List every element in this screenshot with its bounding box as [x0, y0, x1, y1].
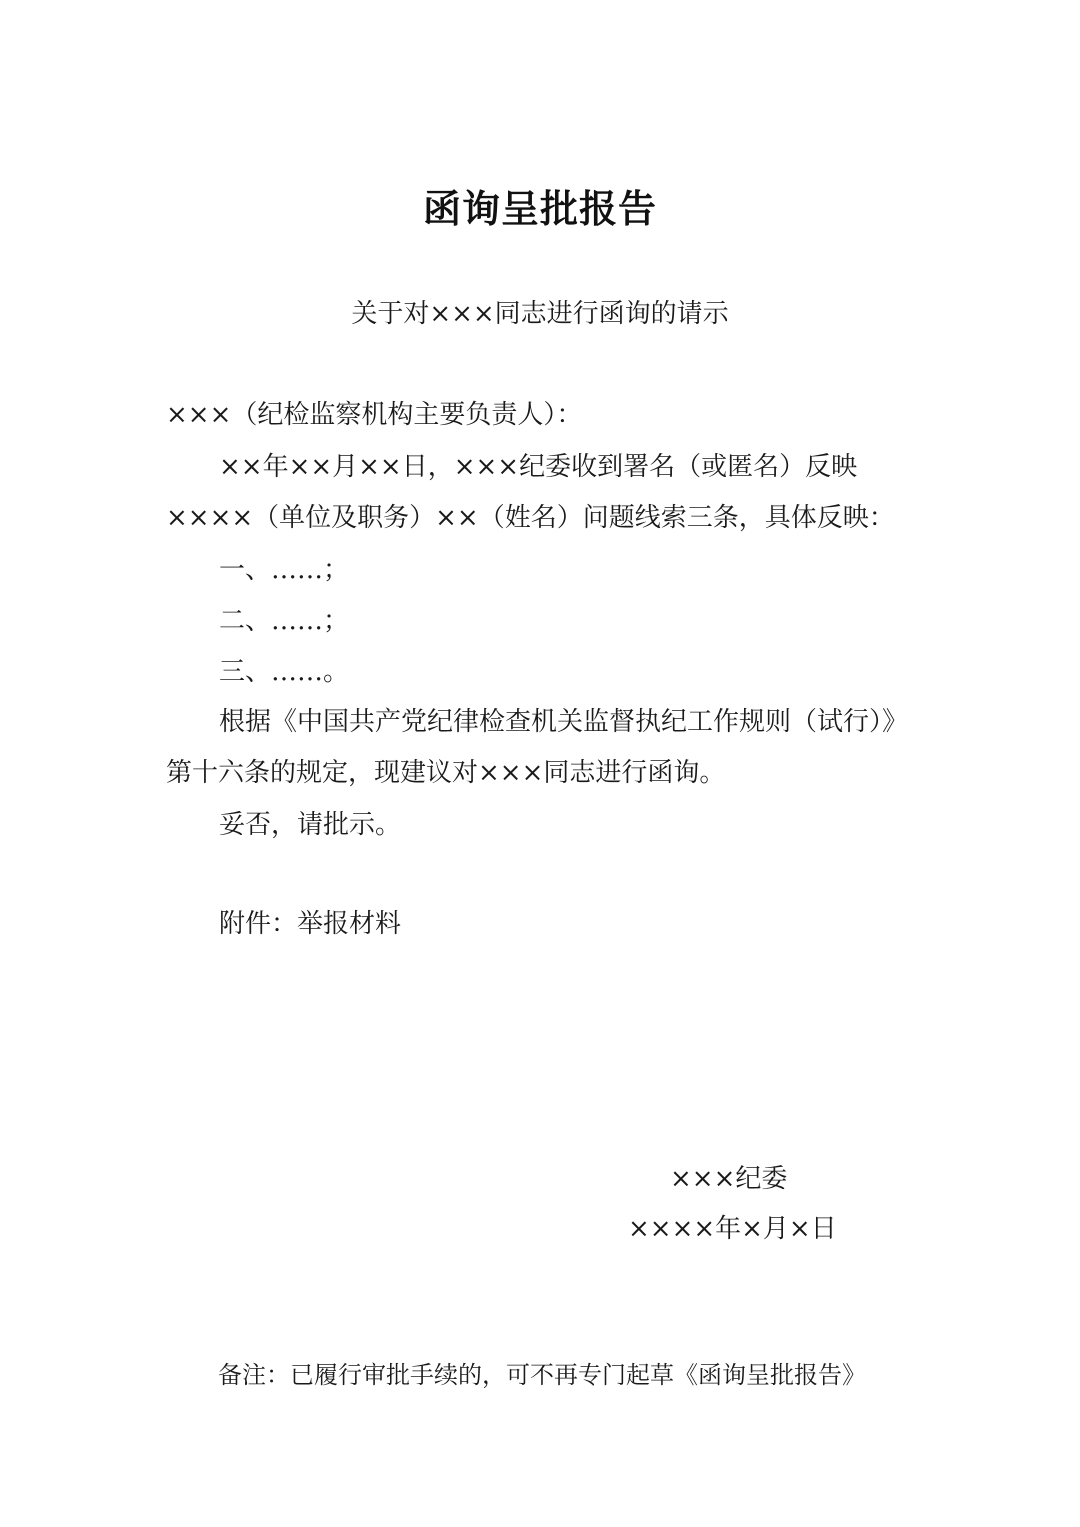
- signature-date: ××××年×月×日: [628, 1214, 837, 1244]
- closing-line: 妥否，请批示。: [219, 810, 402, 840]
- footnote: 备注：已履行审批手续的，可不再专门起草《函询呈批报告》: [218, 1361, 866, 1389]
- attachment-line: 附件：举报材料: [219, 909, 402, 939]
- salutation: ×××（纪检监察机构主要负责人）：: [166, 400, 583, 430]
- paragraph-1-line-1: ××年××月××日，×××纪委收到署名（或匿名）反映: [219, 452, 858, 482]
- paragraph-2-line-1: 根据《中国共产党纪律检查机关监督执纪工作规则（试行）》: [219, 707, 909, 737]
- document-subtitle: 关于对×××同志进行函询的请示: [351, 299, 729, 329]
- list-item: 三、……。: [219, 657, 350, 687]
- signature-org: ×××纪委: [670, 1164, 788, 1194]
- paragraph-2-line-2: 第十六条的规定，现建议对×××同志进行函询。: [166, 758, 726, 788]
- paragraph-1-line-2: ××××（单位及职务）××（姓名）问题线索三条，具体反映：: [166, 503, 895, 533]
- list-item: 一、……；: [219, 555, 350, 585]
- document-title: 函询呈批报告: [422, 187, 657, 231]
- list-item: 二、……；: [219, 606, 350, 636]
